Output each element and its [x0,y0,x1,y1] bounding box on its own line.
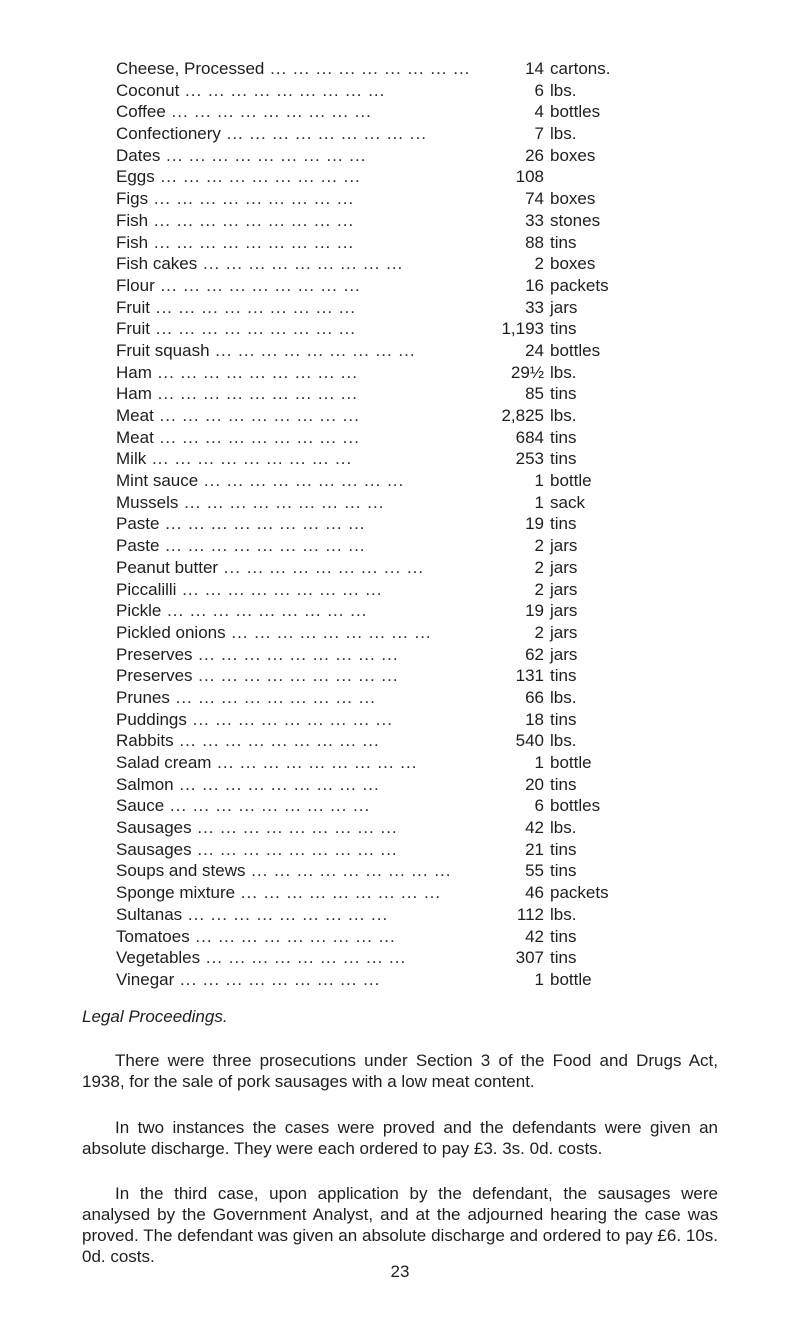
leader-dots: ... ... ... ... ... ... ... ... ... [164,796,371,816]
item-name: Vegetables [116,948,201,968]
item-unit: tins [550,449,577,469]
item-quantity: 307 [515,948,544,968]
item-name-cell [116,904,490,926]
list-item [116,687,676,709]
item-quantity: 16 [525,275,544,295]
item-unit: lbs. [550,731,577,751]
item-unit: tins [550,948,577,968]
item-quantity: 2 [534,622,544,642]
item-unit: bottles [550,340,601,360]
item-name: Figs [116,189,149,209]
item-name-cell [116,58,490,80]
list-item [116,904,676,926]
list-item [116,600,676,622]
leader-dots: ... ... ... ... ... ... ... ... ... [148,210,355,230]
item-name: Rabbits [116,731,174,751]
leader-dots: ... ... ... ... ... ... ... ... ... [209,340,416,360]
item-unit: lbs. [550,904,577,924]
list-item [116,101,676,123]
item-name: Sponge mixture [116,883,236,903]
item-name: Ham [116,384,152,404]
item-name: Coffee [116,102,166,122]
item-name: Vinegar [116,969,175,989]
item-quantity: 19 [525,601,544,621]
item-name: Mussels [116,492,179,512]
list-item [116,882,676,904]
item-unit: lbs. [550,406,577,425]
item-name: Confectionery [116,124,221,144]
list-item [116,492,676,514]
item-name-cell [116,470,490,492]
list-item [116,622,676,644]
item-quantity: 20 [525,774,544,794]
item-quantity: 253 [515,449,544,469]
item-name: Sausages [116,839,192,859]
item-name-cell [116,752,490,774]
list-item [116,665,676,687]
item-name: Pickle [116,601,162,621]
item-name-cell [116,644,490,666]
item-name: Fish cakes [116,254,198,274]
item-quantity: 2,825 [501,406,544,425]
item-name: Salad cream [116,753,212,772]
item-name: Sausages [116,818,192,838]
item-unit: tins [550,232,577,252]
item-quantity: 74 [525,189,544,209]
leader-dots: ... ... ... ... ... ... ... ... ... [161,601,368,621]
list-item [116,860,676,882]
item-quantity: 1 [534,492,544,512]
item-quantity: 2 [534,557,544,577]
leader-dots: ... ... ... ... ... ... ... ... ... [154,275,361,295]
item-unit: packets [550,883,609,903]
item-name: Pickled onions [116,622,226,642]
item-quantity: 42 [525,818,544,838]
leader-dots: ... ... ... ... ... ... ... ... ... [192,666,399,686]
item-unit: lbs. [550,124,577,144]
item-name-cell [116,275,490,297]
leader-dots: ... ... ... ... ... ... ... ... ... [235,883,442,903]
item-name-cell [116,795,490,817]
item-quantity: 18 [525,709,544,729]
item-quantity: 26 [525,145,544,165]
item-quantity: 21 [525,839,544,859]
item-unit: tins [550,709,577,729]
item-quantity: 6 [534,80,544,100]
item-unit: lbs. [550,818,577,838]
item-unit: jars [550,579,578,599]
item-name-cell [116,188,490,210]
item-quantity: 24 [525,340,544,360]
list-item [116,709,676,731]
list-item [116,145,676,167]
item-unit: bottle [550,753,592,772]
leader-dots: ... ... ... ... ... ... ... ... ... [174,969,381,989]
item-name: Dates [116,145,161,165]
list-item [116,969,676,991]
item-unit: jars [550,601,578,621]
item-name: Fish [116,232,149,252]
leader-dots: ... ... ... ... ... ... ... ... ... [150,297,357,317]
item-quantity: 33 [525,297,544,317]
item-name-cell [116,709,490,731]
paragraph-two-instances: In two instances the cases were proved and the defendants were given an absolute discharge. They were each ordered to pay £3. 3s. 0d. costs. [82,1118,718,1158]
item-name-cell [116,145,490,167]
item-unit: tins [550,319,577,339]
item-unit: packets [550,275,609,295]
item-name-cell [116,600,490,622]
item-name: Fish [116,210,149,230]
item-name-cell [116,882,490,904]
item-name: Fruit squash [116,340,210,360]
item-name-cell [116,947,490,969]
leader-dots: ... ... ... ... ... ... ... ... ... [173,774,380,794]
leader-dots: ... ... ... ... ... ... ... ... ... [159,536,366,556]
leader-dots: ... ... ... ... ... ... ... ... ... [148,232,355,252]
leader-dots: ... ... ... ... ... ... ... ... ... [245,861,452,881]
item-unit: jars [550,644,578,664]
leader-dots: ... ... ... ... ... ... ... ... ... [211,753,418,772]
condemned-food-list [116,58,676,991]
item-name: Soups and stews [116,861,246,881]
list-item [116,535,676,557]
leader-dots: ... ... ... ... ... ... ... ... ... [151,362,358,382]
item-quantity: 29½ [510,362,544,382]
page-number: 23 [390,1262,410,1281]
item-name-cell [116,405,490,427]
item-quantity: 2 [534,536,544,556]
list-item [116,188,676,210]
item-unit: sack [550,492,585,512]
leader-dots: ... ... ... ... ... ... ... ... ... [178,492,385,512]
item-name-cell [116,926,490,948]
item-name-cell [116,383,490,405]
leader-dots: ... ... ... ... ... ... ... ... ... [176,579,383,599]
item-quantity: 85 [525,384,544,404]
item-name-cell [116,80,490,102]
list-item [116,232,676,254]
leader-dots: ... ... ... ... ... ... ... ... ... [148,189,355,209]
item-name-cell [116,210,490,232]
item-unit: jars [550,557,578,577]
paragraph-third-case: In the third case, upon application by the defendant, the sausages were analysed by the Government Analyst, and at the adjourned hearing the case was proved. The defendant was given an absolute discharge and ordered to pay £6. 10s. 0d. costs. [82,1184,718,1266]
item-unit: bottles [550,102,601,122]
item-quantity: 46 [525,883,544,903]
leader-dots: ... ... ... ... ... ... ... ... ... [192,644,399,664]
item-name: Eggs [116,167,155,187]
item-quantity: 88 [525,232,544,252]
item-quantity: 33 [525,210,544,230]
leader-dots: ... ... ... ... ... ... ... ... ... [159,514,366,534]
item-unit: stones [550,210,601,230]
item-unit: boxes [550,189,596,209]
list-item [116,579,676,601]
item-name-cell [116,318,490,340]
list-item [116,210,676,232]
item-quantity: 112 [516,904,544,924]
leader-dots: ... ... ... ... ... ... ... ... ... [218,557,425,577]
item-quantity: 2 [534,254,544,274]
item-quantity: 55 [525,861,544,881]
item-name: Cheese, Processed [116,59,265,78]
list-item [116,58,676,80]
item-unit: jars [550,297,578,317]
item-quantity: 2 [534,579,544,599]
item-name-cell [116,232,490,254]
item-name-cell [116,297,490,319]
list-item [116,318,676,340]
list-item [116,362,676,384]
item-unit: bottles [550,796,601,816]
leader-dots: ... ... ... ... ... ... ... ... ... [153,427,360,447]
item-name-cell [116,513,490,535]
item-quantity: 1 [534,753,544,772]
leader-dots: ... ... ... ... ... ... ... ... ... [173,731,380,751]
leader-dots: ... ... ... ... ... ... ... ... ... [153,406,360,425]
item-name: Piccalilli [116,579,177,599]
leader-dots: ... ... ... ... ... ... ... ... ... [189,926,396,946]
item-name-cell [116,557,490,579]
item-unit: tins [550,774,577,794]
item-name: Prunes [116,687,170,707]
item-name: Fruit [116,297,150,317]
list-item [116,253,676,275]
item-name: Meat [116,427,154,447]
item-unit: cartons. [550,59,611,78]
list-item [116,557,676,579]
list-item [116,80,676,102]
item-unit: tins [550,926,577,946]
item-name: Mint sauce [116,471,199,491]
item-quantity: 684 [515,427,544,447]
item-name: Preserves [116,666,193,686]
item-unit: bottle [550,969,592,989]
item-unit: lbs. [550,362,577,382]
item-quantity: 42 [525,926,544,946]
list-item [116,383,676,405]
item-name-cell [116,253,490,275]
list-item [116,340,676,362]
item-unit: lbs. [550,80,577,100]
item-name-cell [116,579,490,601]
item-name-cell [116,123,490,145]
item-name-cell [116,665,490,687]
leader-dots: ... ... ... ... ... ... ... ... ... [169,687,376,707]
leader-dots: ... ... ... ... ... ... ... ... ... [150,319,357,339]
list-item [116,817,676,839]
leader-dots: ... ... ... ... ... ... ... ... ... [264,59,471,78]
item-unit: jars [550,622,578,642]
list-item [116,448,676,470]
leader-dots: ... ... ... ... ... ... ... ... ... [186,709,393,729]
item-unit: tins [550,384,577,404]
item-unit: lbs. [550,687,577,707]
list-item [116,926,676,948]
leader-dots: ... ... ... ... ... ... ... ... ... [154,167,361,187]
item-name-cell [116,362,490,384]
item-unit: tins [550,839,577,859]
leader-dots: ... ... ... ... ... ... ... ... ... [151,384,358,404]
item-name: Salmon [116,774,174,794]
item-name-cell [116,166,490,188]
item-name: Meat [116,406,154,425]
leader-dots: ... ... ... ... ... ... ... ... ... [165,102,372,122]
leader-dots: ... ... ... ... ... ... ... ... ... [146,449,353,469]
list-item [116,947,676,969]
item-name-cell [116,427,490,449]
list-item [116,427,676,449]
item-name-cell [116,535,490,557]
item-name-cell [116,101,490,123]
leader-dots: ... ... ... ... ... ... ... ... ... [191,818,398,838]
item-name: Ham [116,362,152,382]
item-name-cell [116,774,490,796]
item-name-cell [116,969,490,991]
list-item [116,752,676,774]
leader-dots: ... ... ... ... ... ... ... ... ... [225,622,432,642]
paragraph-prosecutions: There were three prosecutions under Section 3 of the Food and Drugs Act, 1938, for the sale of pork sausages with a low meat content. [82,1051,718,1091]
item-unit: tins [550,427,577,447]
item-name-cell [116,730,490,752]
item-quantity: 4 [534,102,544,122]
item-quantity: 1 [534,969,544,989]
item-name: Flour [116,275,155,295]
item-quantity: 1,193 [501,319,544,339]
item-name-cell [116,448,490,470]
leader-dots: ... ... ... ... ... ... ... ... ... [182,904,389,924]
list-item [116,405,676,427]
item-name: Puddings [116,709,187,729]
list-item [116,730,676,752]
list-item [116,275,676,297]
list-item [116,839,676,861]
item-unit: tins [550,861,577,881]
item-name: Preserves [116,644,193,664]
list-item [116,297,676,319]
leader-dots: ... ... ... ... ... ... ... ... ... [220,124,427,144]
leader-dots: ... ... ... ... ... ... ... ... ... [191,839,398,859]
leader-dots: ... ... ... ... ... ... ... ... ... [197,254,404,274]
item-name-cell [116,860,490,882]
list-item [116,795,676,817]
item-unit: boxes [550,254,596,274]
item-quantity: 19 [525,514,544,534]
leader-dots: ... ... ... ... ... ... ... ... ... [200,948,407,968]
item-name: Coconut [116,80,180,100]
list-item [116,470,676,492]
item-unit: bottle [550,471,592,491]
list-item [116,774,676,796]
leader-dots: ... ... ... ... ... ... ... ... ... [179,80,386,100]
item-name: Milk [116,449,147,469]
item-name: Peanut butter [116,557,219,577]
item-unit: tins [550,666,577,686]
item-name-cell [116,839,490,861]
item-name: Sauce [116,796,165,816]
list-item [116,123,676,145]
item-name: Sultanas [116,904,183,924]
item-name-cell [116,492,490,514]
item-quantity: 62 [525,644,544,664]
leader-dots: ... ... ... ... ... ... ... ... ... [160,145,367,165]
item-quantity: 108 [515,167,544,187]
item-quantity: 131 [515,666,544,686]
list-item [116,644,676,666]
item-quantity: 1 [534,471,544,491]
item-unit: tins [550,514,577,534]
list-item [116,166,676,188]
item-quantity: 14 [525,59,544,78]
item-quantity: 7 [534,124,544,144]
item-name: Fruit [116,319,150,339]
item-name-cell [116,687,490,709]
item-name: Tomatoes [116,926,190,946]
item-name-cell [116,340,490,362]
item-quantity: 540 [515,731,544,751]
item-quantity: 6 [534,796,544,816]
item-unit: boxes [550,145,596,165]
item-name-cell [116,622,490,644]
list-item [116,513,676,535]
item-name: Paste [116,536,160,556]
item-name: Paste [116,514,160,534]
item-unit: jars [550,536,578,556]
section-heading: Legal Proceedings. [82,1007,228,1026]
leader-dots: ... ... ... ... ... ... ... ... ... [198,471,405,491]
item-name-cell [116,817,490,839]
item-quantity: 66 [525,687,544,707]
